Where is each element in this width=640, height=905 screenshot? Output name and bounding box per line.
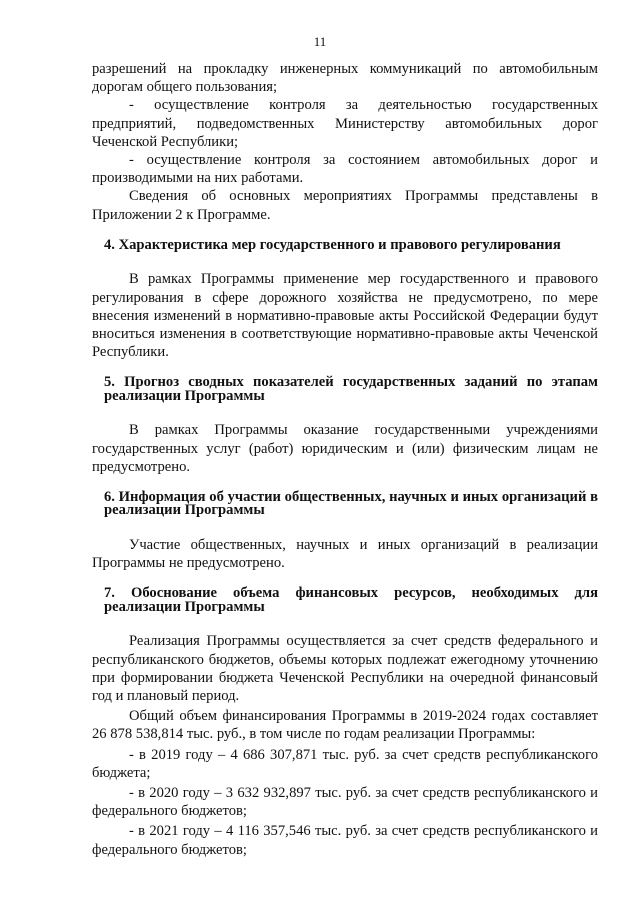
- paragraph: Реализация Программы осуществляется за счет средств федерального и республиканского бюджетов, объемы которых подлежат ежегодному уточнению при формировании бюджета Чеченской Республики на очередной финансовый год и плановый период.: [92, 633, 598, 704]
- list-item: - в 2019 году – 4 686 307,871 тыс. руб. за счет средств республиканского бюджета;: [92, 746, 598, 781]
- paragraph: В рамках Программы оказание государственными учреждениями государственных услуг (работ) юридическим и (или) физическим лицам не предусмотрено.: [92, 422, 598, 475]
- section-heading: 6. Информация об участии общественных, научных и иных организаций в реализации Программы: [104, 488, 598, 519]
- paragraph: В рамках Программы применение мер государственного и правового регулирования в сфере дорожного хозяйства не предусмотрено, по мере внесения изменений в нормативно-правовые акты Российской Федерации будут вноситься изменения в соответствующие нормативно-правовые акты Чеченской Республики.: [92, 271, 598, 361]
- paragraph: Сведения об основных мероприятиях Программы представлены в Приложении 2 к Программе.: [92, 188, 598, 223]
- section-heading: 5. Прогноз сводных показателей государственных заданий по этапам реализации Программы: [104, 374, 598, 404]
- paragraph: Общий объем финансирования Программы в 2019-2024 годах составляет 26 878 538,814 тыс. руб., в том числе по годам реализации Программы:: [92, 708, 598, 743]
- paragraph: разрешений на прокладку инженерных коммуникаций по автомобильным дорогам общего пользования;: [92, 61, 598, 96]
- list-item: - в 2020 году – 3 632 932,897 тыс. руб. за счет средств республиканского и федерального бюджетов;: [92, 784, 598, 820]
- page-number: 11: [313, 34, 327, 49]
- section-heading: 7. Обоснование объема финансовых ресурсов, необходимых для реализации Программы: [104, 585, 598, 615]
- document-body: [92, 60, 598, 859]
- list-item: - осуществление контроля за состоянием автомобильных дорог и производимыми на них работами.: [92, 152, 598, 187]
- paragraph: Участие общественных, научных и иных организаций в реализации Программы не предусмотрено.: [92, 536, 598, 572]
- list-item: - осуществление контроля за деятельностью государственных предприятий, подведомственных Министерству автомобильных дорог Чеченской Республики;: [92, 97, 598, 150]
- section-heading: 4. Характеристика мер государственного и правового регулирования: [104, 236, 561, 253]
- list-item: - в 2021 году – 4 116 357,546 тыс. руб. за счет средств республиканского и федерального бюджетов;: [92, 823, 598, 858]
